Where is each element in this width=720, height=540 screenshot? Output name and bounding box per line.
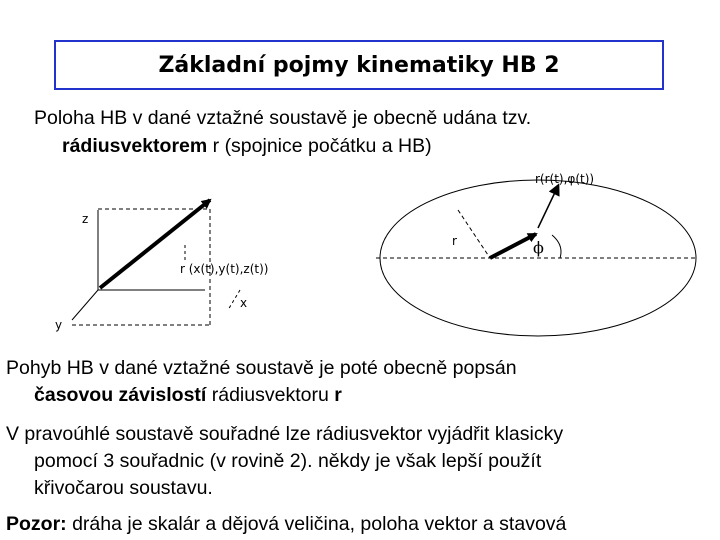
polar-small-r-label: r — [452, 234, 457, 248]
pohyb-line-2-mid: rádiusvektoru — [206, 384, 335, 406]
cartesian-r-label: r (x(t),y(t),z(t)) — [180, 262, 269, 276]
pravouhle-line-3: křivočarou soustavu. — [34, 477, 213, 499]
page-title: Základní pojmy kinematiky HB 2 — [158, 52, 560, 78]
pohyb-r: r — [334, 384, 342, 406]
pohyb-line-1: Pohyb HB v dané vztažné soustavě je poté obecně popsán — [6, 357, 517, 379]
intro-bold-term: rádiusvektorem — [62, 135, 208, 157]
pravouhle-line-1: V pravoúhlé soustavě souřadné lze rádiusvektor vyjádřit klasicky — [6, 423, 564, 445]
intro-line-1: Poloha HB v dané vztažné soustavě je obecně udána tzv. — [34, 107, 532, 129]
phi-angle-label: ϕ — [533, 238, 544, 257]
pozor-line — [6, 512, 566, 536]
pohyb-bold-term: časovou závislostí — [34, 384, 207, 406]
polar-r-label: r(r(t),φ(t)) — [535, 172, 595, 186]
x-axis-label: x — [240, 296, 248, 310]
pohyb-line-2 — [34, 383, 342, 407]
pozor-label: Pozor: — [6, 513, 67, 535]
pravouhle-line-2: pomocí 3 souřadnic (v rovině 2). někdy je však lepší použít — [34, 450, 542, 472]
intro-line-2-rest: r (spojnice počátku a HB) — [207, 135, 432, 157]
polar-diagram — [376, 180, 698, 336]
pozor-text: dráha je skalár a dějová veličina, poloha vektor a stavová — [66, 513, 567, 535]
y-axis-label: y — [55, 318, 63, 332]
z-axis-label: z — [82, 212, 89, 226]
